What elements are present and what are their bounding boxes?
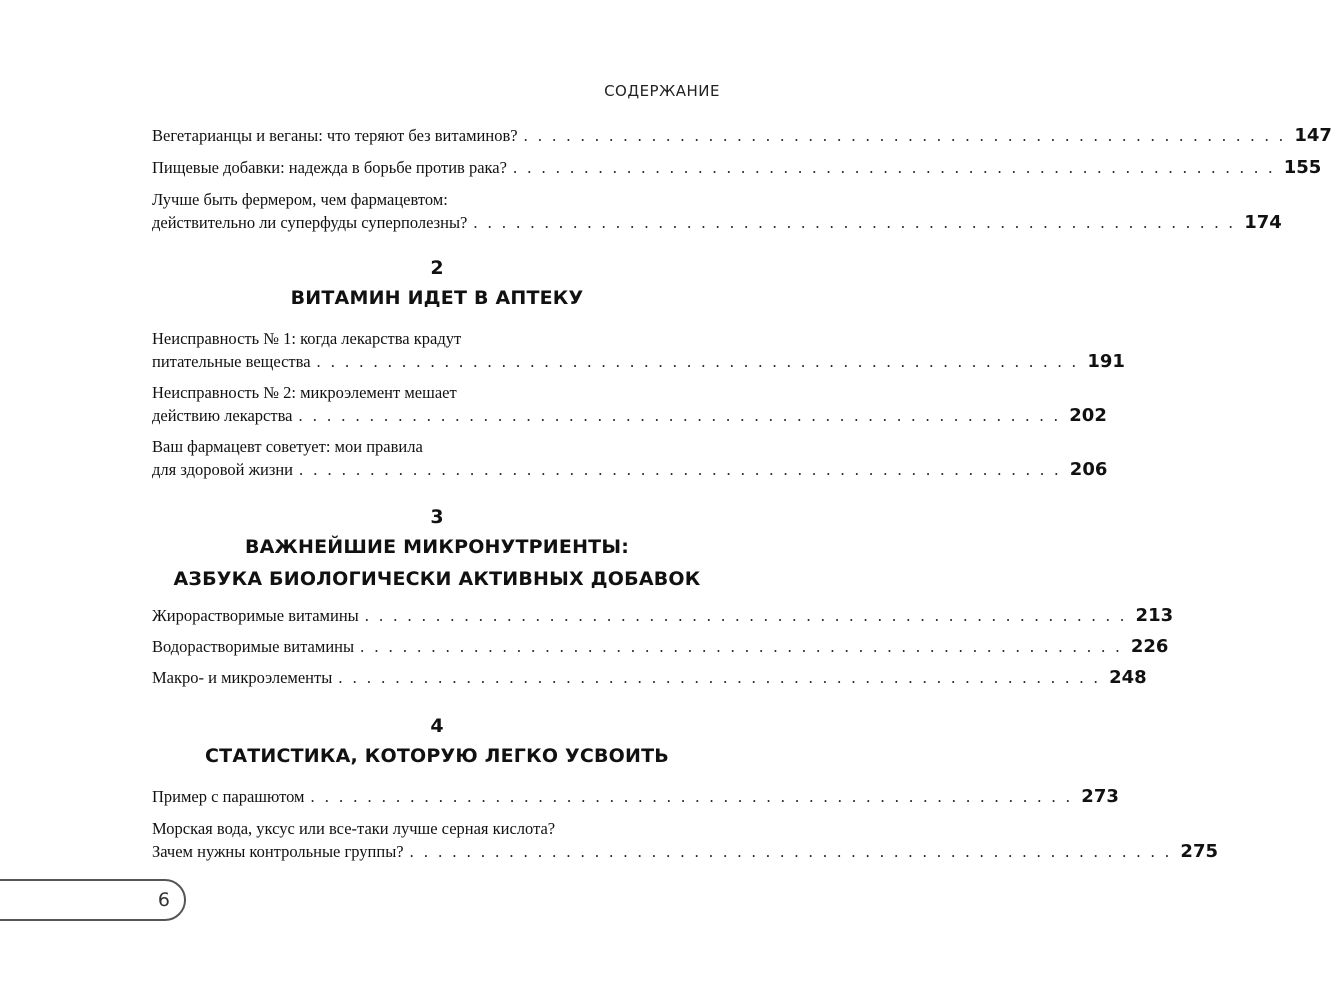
- running-head: СОДЕРЖАНИЕ: [604, 82, 720, 100]
- entry-title: Вегетарианцы и веганы: что теряют без витаминов?: [152, 126, 518, 145]
- chapter-heading: [152, 712, 722, 772]
- chapter-title: ВАЖНЕЙШИЕ МИКРОНУТРИЕНТЫ:: [244, 536, 630, 558]
- leader-dots: . . . . . . . . . . . . . . . . . . . . . . . . . . . . . . . . . . . . . . . . . . . . . . . . . . . . . .: [523, 126, 1286, 145]
- leader-dots: . . . . . . . . . . . . . . . . . . . . . . . . . . . . . . . . . . . . . . . . . . . . . . . . . . . . . .: [360, 637, 1123, 656]
- entry-title: Пример с парашютом: [152, 787, 305, 806]
- entry-title: питательные вещества: [152, 352, 311, 371]
- toc-entry[interactable]: [152, 327, 1125, 373]
- page-ref: 191: [1087, 351, 1125, 372]
- leader-dots: . . . . . . . . . . . . . . . . . . . . . . . . . . . . . . . . . . . . . . . . . . . . . . . . . . . . . .: [364, 606, 1128, 625]
- entry-title-line: Ваш фармацевт советует: мои правила: [152, 437, 423, 456]
- page-ref: 275: [1180, 841, 1218, 862]
- entry-title-line: Морская вода, уксус или все-таки лучше серная кислота?: [152, 819, 556, 838]
- page-ref: 226: [1130, 636, 1169, 657]
- page-ref: 213: [1135, 605, 1174, 626]
- entry-title: действительно ли суперфуды суперполезны?: [152, 213, 468, 232]
- chapter-title: АЗБУКА БИОЛОГИЧЕСКИ АКТИВНЫХ ДОБАВОК: [173, 568, 701, 590]
- toc-entry[interactable]: [152, 435, 1108, 481]
- chapter-number: 2: [430, 257, 444, 279]
- entry-title-line: Неисправность № 2: микроэлемент мешает: [152, 383, 457, 402]
- entry-title: действию лекарства: [152, 406, 293, 425]
- entry-title: для здоровой жизни: [152, 460, 293, 479]
- leader-dots: . . . . . . . . . . . . . . . . . . . . . . . . . . . . . . . . . . . . . . . . . . . . . . . . . . . . . .: [298, 406, 1061, 425]
- entry-title: Зачем нужны контрольные группы?: [152, 842, 404, 861]
- page-ref: 273: [1081, 786, 1119, 807]
- chapter-title: СТАТИСТИКА, КОТОРУЮ ЛЕГКО УСВОИТЬ: [205, 745, 669, 767]
- leader-dots: . . . . . . . . . . . . . . . . . . . . . . . . . . . . . . . . . . . . . . . . . . . . . . . . . . . . . .: [409, 842, 1172, 861]
- page-number-tab: [0, 879, 186, 921]
- leader-dots: . . . . . . . . . . . . . . . . . . . . . . . . . . . . . . . . . . . . . . . . . . . . . . . . . . . . . .: [316, 352, 1079, 371]
- entry-title: Жирорастворимые витамины: [152, 606, 359, 625]
- page-ref: 248: [1109, 667, 1147, 688]
- leader-dots: . . . . . . . . . . . . . . . . . . . . . . . . . . . . . . . . . . . . . . . . . . . . . . . . . . . . . .: [512, 158, 1276, 177]
- toc-entry[interactable]: [152, 666, 1147, 689]
- chapter-title: ВИТАМИН ИДЕТ В АПТЕКУ: [290, 287, 584, 309]
- entry-title: Пищевые добавки: надежда в борьбе против рака?: [152, 158, 507, 177]
- leader-dots: . . . . . . . . . . . . . . . . . . . . . . . . . . . . . . . . . . . . . . . . . . . . . . . . . . . . . .: [338, 668, 1101, 687]
- toc-entry[interactable]: [152, 124, 1332, 147]
- entry-title: Водорастворимые витамины: [152, 637, 355, 656]
- page-ref: 206: [1069, 459, 1108, 480]
- toc-entry[interactable]: [152, 785, 1119, 808]
- toc-entry[interactable]: [152, 817, 1218, 863]
- toc-entry[interactable]: [152, 635, 1169, 658]
- chapter-heading: [152, 254, 722, 314]
- chapter-number: 4: [430, 715, 444, 737]
- chapter-heading: [152, 503, 722, 595]
- page-ref: 147: [1294, 125, 1332, 146]
- page-ref: 155: [1283, 157, 1322, 178]
- leader-dots: . . . . . . . . . . . . . . . . . . . . . . . . . . . . . . . . . . . . . . . . . . . . . . . . . . . . . .: [310, 787, 1073, 806]
- page-ref: 174: [1244, 212, 1282, 233]
- toc-entry[interactable]: [152, 188, 1282, 234]
- page-number: 6: [157, 889, 170, 911]
- leader-dots: . . . . . . . . . . . . . . . . . . . . . . . . . . . . . . . . . . . . . . . . . . . . . . . . . . . . . .: [473, 213, 1236, 232]
- toc-entry[interactable]: [152, 381, 1107, 427]
- page-ref: 202: [1069, 405, 1107, 426]
- entry-title-line: Лучше быть фермером, чем фармацевтом:: [152, 190, 448, 209]
- entry-title: Макро- и микроэлементы: [152, 668, 333, 687]
- toc-entry[interactable]: [152, 156, 1322, 179]
- toc-entry[interactable]: [152, 604, 1174, 627]
- leader-dots: . . . . . . . . . . . . . . . . . . . . . . . . . . . . . . . . . . . . . . . . . . . . . . . . . . . . . .: [299, 460, 1062, 479]
- entry-title-line: Неисправность № 1: когда лекарства крадут: [152, 329, 462, 348]
- chapter-number: 3: [430, 506, 444, 528]
